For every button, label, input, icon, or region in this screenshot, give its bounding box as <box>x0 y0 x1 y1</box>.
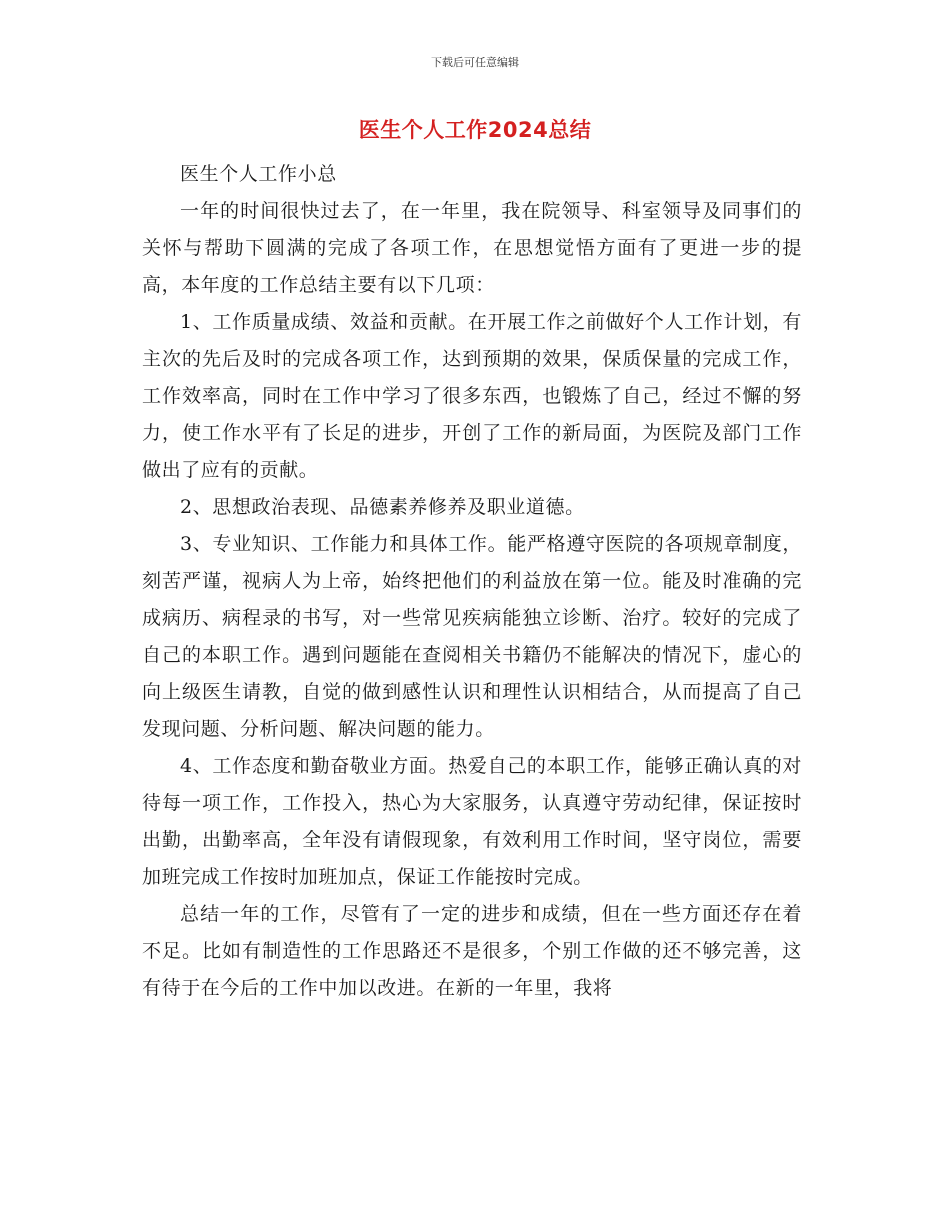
header-note: 下载后可任意编辑 <box>431 56 519 69</box>
document-body <box>142 156 802 1007</box>
paragraph-subtitle: 医生个人工作小总 <box>180 163 337 185</box>
paragraph-summary: 总结一年的工作，尽管有了一定的进步和成绩，但在一些方面还存在着不足。比如有制造性的工作思路还不是很多，个别工作做的还不够完善，这有待于在今后的工作中加以改进。在新的一年里，我将 <box>142 903 802 999</box>
paragraph-item-4: 4、工作态度和勤奋敬业方面。热爱自己的本职工作，能够正确认真的对待每一项工作，工作投入，热心为大家服务，认真遵守劳动纪律，保证按时出勤，出勤率高，全年没有请假现象，有效利用工作时间，坚守岗位，需要加班完成工作按时加班加点，保证工作能按时完成。 <box>142 755 802 888</box>
paragraph-item-1: 1、工作质量成绩、效益和贡献。在开展工作之前做好个人工作计划，有主次的先后及时的完成各项工作，达到预期的效果，保质保量的完成工作，工作效率高，同时在工作中学习了很多东西，也锻炼了自己，经过不懈的努力，使工作水平有了长足的进步，开创了工作的新局面，为医院及部门工作做出了应有的贡献。 <box>142 311 802 481</box>
paragraph-intro: 一年的时间很快过去了，在一年里，我在院领导、科室领导及同事们的关怀与帮助下圆满的完成了各项工作，在思想觉悟方面有了更进一步的提高，本年度的工作总结主要有以下几项： <box>142 200 802 296</box>
document-title: 医生个人工作2024总结 <box>358 118 592 142</box>
paragraph-item-3: 3、专业知识、工作能力和具体工作。能严格遵守医院的各项规章制度，刻苦严谨，视病人为上帝，始终把他们的利益放在第一位。能及时准确的完成病历、病程录的书写，对一些常见疾病能独立诊断、治疗。较好的完成了自己的本职工作。遇到问题能在查阅相关书籍仍不能解决的情况下，虚心的向上级医生请教，自觉的做到感性认识和理性认识相结合，从而提高了自己发现问题、分析问题、解决问题的能力。 <box>142 533 802 740</box>
paragraph-item-2: 2、思想政治表现、品德素养修养及职业道德。 <box>180 496 585 518</box>
